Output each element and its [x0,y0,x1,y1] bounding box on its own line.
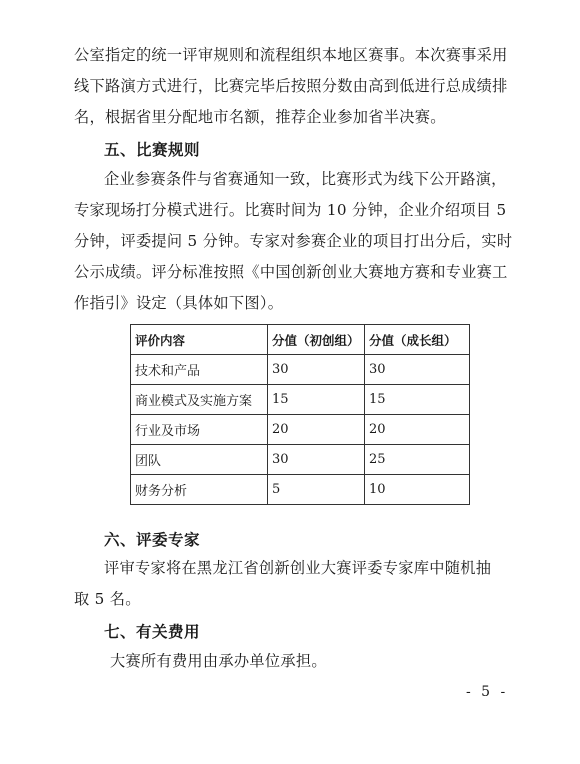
section5-heading: 五、比赛规则 [104,141,201,159]
intro-line: 线下路演方式进行，比赛完毕后按照分数由高到低进行总成绩排 [74,77,508,95]
table-row [131,475,470,505]
intro-paragraph [74,40,514,133]
section7-heading: 七、有关费用 [104,623,201,641]
table-row [131,385,470,415]
table-cell: 商业模式及实施方案 [131,385,268,415]
table-cell: 15 [365,385,470,415]
intro-line: 公室指定的统一评审规则和流程组织本地区赛事。本次赛事采用 [74,46,508,64]
page-number: - 5 - [466,684,509,700]
table-header-cell: 评价内容 [131,325,268,355]
section5-line: 企业参赛条件与省赛通知一致，比赛形式为线下公开路演， [104,170,507,188]
table-cell: 5 [268,475,365,505]
section5-line: 作指引》设定（具体如下图）。 [74,294,284,312]
scoring-table [130,324,470,505]
table-header-cell: 分值（成长组） [365,325,470,355]
table-cell: 15 [268,385,365,415]
table-cell: 技术和产品 [131,355,268,385]
table-cell: 20 [365,415,470,445]
section5-line: 专家现场打分模式进行。比赛时间为 10 分钟，企业介绍项目 5 [74,201,507,219]
table-row [131,355,470,385]
table-row [131,445,470,475]
table-cell: 25 [365,445,470,475]
table-cell: 20 [268,415,365,445]
section6-paragraph [74,553,514,615]
table-row [131,415,470,445]
table-cell: 财务分析 [131,475,268,505]
section7-paragraph [74,646,514,677]
table-cell: 30 [268,355,365,385]
table-header-row [131,325,470,355]
table-cell: 行业及市场 [131,415,268,445]
table-header-cell: 分值（初创组） [268,325,365,355]
section5-line: 公示成绩。评分标准按照《中国创新创业大赛地方赛和专业赛工 [74,263,508,281]
section5-paragraph [74,164,514,319]
table-cell: 30 [268,445,365,475]
intro-line: 名，根据省里分配地市名额，推荐企业参加省半决赛。 [74,108,446,126]
section6-line: 取 5 名。 [74,590,141,608]
table-cell: 10 [365,475,470,505]
section6-heading: 六、评委专家 [104,531,201,549]
table-cell: 团队 [131,445,268,475]
table-cell: 30 [365,355,470,385]
section5-line: 分钟，评委提问 5 分钟。专家对参赛企业的项目打出分后，实时 [74,232,513,250]
section6-line: 评审专家将在黑龙江省创新创业大赛评委专家库中随机抽 [104,559,492,577]
section7-line: 大赛所有费用由承办单位承担。 [110,652,327,670]
